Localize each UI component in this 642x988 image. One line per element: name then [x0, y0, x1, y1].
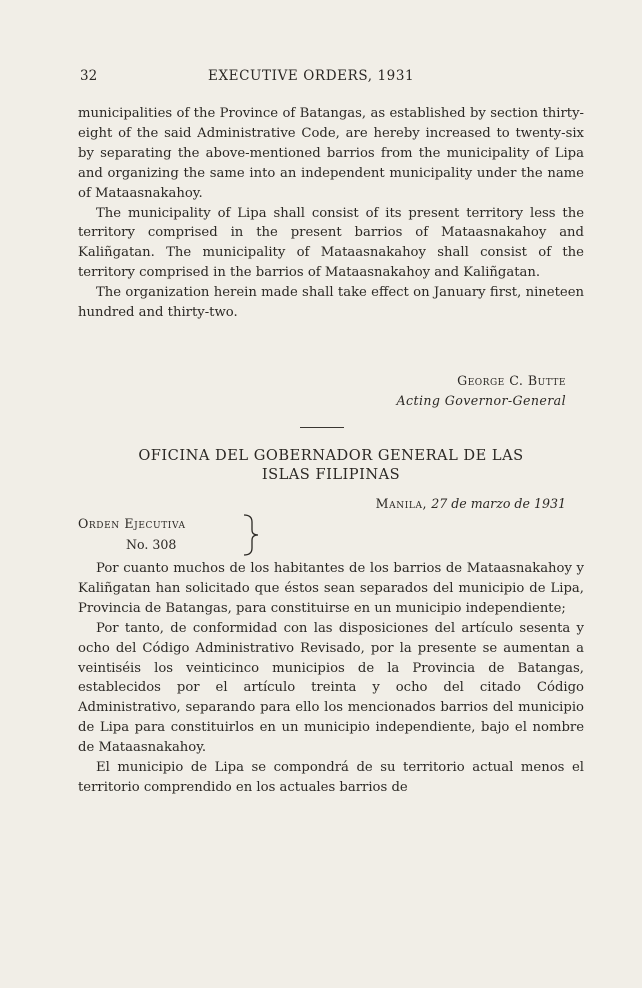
running-title: EXECUTIVE ORDERS, 1931	[208, 68, 415, 84]
paragraph: Por tanto, de conformidad con las disposiciones del artículo sesenta y ocho del Código Administrativo Revisado, por la presente se aumentan a veintiséis los veinticinco municipios de la Provincia de Batangas, establecidos por el artículo treinta y ocho del citado Código Administrativo, separando para ello los mencionados barrios del municipio de Lipa para constituirlos en un municipio independiente, bajo el nombre de Mataasnakahoy.	[78, 620, 584, 756]
office-heading-line2: ISLAS FILIPINAS	[261, 466, 401, 483]
paragraph: Por cuanto muchos de los habitantes de los barrios de Mataasnakahoy y Kaliñgatan han solicitado que éstos sean separados del municipio de Lipa, Provincia de Batangas, para constituirse en un municipio independiente;	[78, 561, 584, 616]
office-heading-line1: OFICINA DEL GOBERNADOR GENERAL DE LAS	[138, 447, 524, 464]
order-label: Orden Ejecutiva	[78, 516, 186, 531]
paragraph: municipalities of the Province of Batangas, as established by section thirty-eight of the said Administrative Code, are hereby increased to twenty-six by separating the above-mentioned barrios from the municipality of Lipa and organizing the same into an independent municipality under the name of Mataasnakahoy.	[78, 106, 584, 201]
dateline	[300, 496, 566, 511]
paragraph: The organization herein made shall take effect on January first, nineteen hundred and thirty-two.	[78, 285, 584, 321]
spanish-text	[78, 559, 584, 798]
section-divider	[300, 427, 344, 428]
order-number: No. 308	[126, 537, 177, 552]
signatory-title: Acting Governor-General	[396, 393, 566, 408]
paragraph: The municipality of Lipa shall consist of its present territory less the territory comprised in the present barrios of Mataasnakahoy and Kaliñgatan. The municipality of Mataasnakahoy shall consist of the territory comprised in the barrios of Mataasnakahoy and Kaliñgatan.	[78, 205, 584, 281]
dateline-city: Manila,	[375, 496, 428, 511]
brace-icon	[240, 512, 274, 558]
page-number: 32	[80, 68, 98, 84]
signatory-name: George C. Butte	[457, 373, 566, 388]
dateline-date: 27 de marzo de 1931	[431, 496, 566, 511]
page-header	[80, 68, 580, 88]
english-text	[78, 104, 584, 323]
paragraph: El municipio de Lipa se compondrá de su territorio actual menos el territorio comprendido en los actuales barrios de	[78, 760, 584, 795]
